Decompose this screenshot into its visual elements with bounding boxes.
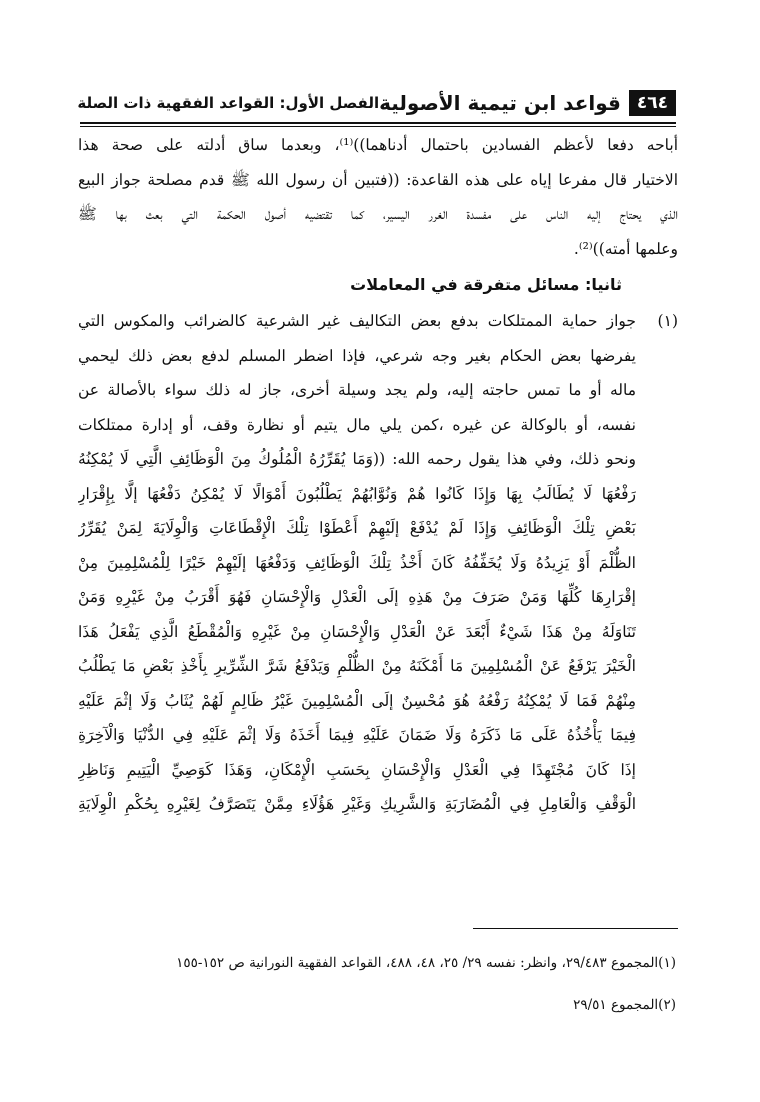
quote-line: رَفْعُهَا لَا يُطَالَبُ بِهَا وَإِذَا كَانُوا هُمْ وَنُوَّابُهُمْ يَطْلُبُونَ أَمْوَالًا لَا يُمْكِنُ دَفْعُهَا إلَّا بِإِقْرَارِ	[78, 484, 636, 503]
intro-paragraph	[78, 128, 678, 266]
text-line: يفرضها بعض الحكام بغير وجه شرعي، فإذا اضطر المسلم لدفع بعض ذلك ليحمي	[78, 346, 636, 365]
numbered-item	[78, 304, 678, 822]
text-line: جواز حماية الممتلكات بدفع بعض التكاليف غير الشرعية كالضرائب والمكوس التي	[78, 312, 636, 330]
quote-line: بَعْضِ تِلْكَ الْوَظَائِفِ وَإِذَا لَمْ يُدْفَعْ إلَيْهِمْ أَعْطَوْا تِلْكَ الْإِقْطَاعَاتِ وَالْوِلَايَةَ لِمَنْ يُقَرِّرُ	[78, 519, 636, 537]
book-title: قواعد ابن تيمية الأصولية	[379, 91, 621, 115]
quote-line: الْوَقْفِ وَالْعَامِلِ فِي الْمُضَارَبَةِ وَالشَّرِيكِ وَغَيْرِ هَؤُلَاءِ مِمَّنْ يَتَصَرَّفُ لِغَيْرِهِ بِحُكْمِ الْوِلَايَةِ	[78, 795, 636, 813]
quote-line: إقْرَارِهَا كُلِّهَا وَمَنْ صَرَفَ مِنْ هَذِهِ إلَى الْعَدْلِ وَالْإِحْسَانِ فَهُوَ أَقْرَبُ مِنْ غَيْرِهِ وَمَنْ	[78, 588, 636, 606]
text-line: الاختيار قال مفرعا إياه على هذه القاعدة: ((فتبين أن رسول الله ﷺ قدم مصلحة جواز البيع	[78, 170, 678, 189]
page-body	[78, 128, 678, 822]
text-line: وعلمها أمته))⁽²⁾.	[573, 239, 678, 258]
footnote: (١)المجموع ٢٩/٤٨٣، وانظر: نفسه ٢٩/ ٢٥، ٤٨، ٤٨٨، القواعد الفقهية النورانية ص ١٥٢-١٥٥	[176, 955, 676, 971]
text-line: الذي يحتاج إليه الناس على مفسدة الغرر اليسير، كما تقتضيه أصول الحكمة التي بعث بها ﷺ	[78, 205, 678, 223]
item-number: (١)	[657, 312, 678, 330]
footnotes	[80, 942, 676, 1026]
text-line: أباحه دفعا لأعظم الفسادين باحتمال أدناهما))⁽¹⁾، وبعدما ساق أدلته على صحة هذا	[78, 136, 678, 154]
header-rule	[80, 122, 676, 124]
chapter-title: الفصل الأول: القواعد الفقهية ذات الصلة	[77, 94, 380, 112]
header-title-group	[379, 90, 676, 116]
quote-line: الْخَيْرَ يَرْفَعُ عَنْ الْمُسْلِمِينَ مَا أَمْكَنَهُ مِنْ الظُّلْمِ وَيَدْفَعُ شَرَّ الشِّرِّيرِ بِأَخْذِ بَعْضِ مَا يَطْلُبُ	[78, 657, 636, 675]
footnote: (٢)المجموع ٢٩/٥١	[573, 997, 676, 1013]
quote-line: فِيمَا يَأْخُذُهُ عَلَى مَا ذَكَرَهُ وَلَا ضَمَانَ عَلَيْهِ فِيمَا أَخَذَهُ وَلَا إثْمَ عَلَيْهِ فِي الدُّنْيَا وَالْآخِرَةِ	[78, 726, 636, 744]
text-line: ونحو ذلك، وفي هذا يقول رحمه الله: ((وَمَا يُقَرِّرُهُ الْمُلُوكُ مِنَ الْوَظَائِفِ الَّتِي لَا يُمْكِنُهُ	[78, 450, 636, 468]
section-heading: ثانيا: مسائل متفرقة في المعاملات	[350, 275, 622, 294]
text-line: نفسه، أو بالوكالة عن غيره ،كمن يلي مال يتيم أو نظارة وقف، أو إدارة ممتلكات	[78, 415, 636, 434]
quote-line: إذَا كَانَ مُجْتَهِدًا فِي الْعَدْلِ وَالْإِحْسَانِ بِحَسَبِ الْإِمْكَانِ، وَهَذَا كَوَصِيِّ الْيَتِيمِ وَنَاظِرِ	[78, 760, 636, 779]
text-line: ماله أو ما تمس حاجته إليه، ولم يجد وسيلة أخرى، جاز له ذلك سواء بالأصالة عن	[78, 381, 636, 399]
header-rule-thin	[80, 126, 676, 127]
page-header	[77, 86, 676, 120]
page-number: ٤٦٤	[629, 90, 676, 116]
quote-line: الظُّلْمَ أَوْ يَزِيدُهُ وَلَا يُخَفِّفُهُ كَانَ أَخْذُ تِلْكَ الْوَظَائِفِ وَدَفْعُهَا إلَيْهِمْ خَيْرًا لِلْمُسْلِمِينَ مِنْ	[78, 553, 636, 572]
quote-line: تَنَاوَلَهُ مِنْ هَذَا شَيْءٌ أَبْعَدَ عَنْ الْعَدْلِ وَالْإِحْسَانِ مِنْ غَيْرِهِ وَالْمُقْطَعُ الَّذِي يَفْعَلُ هَذَا	[78, 622, 636, 641]
footnote-separator	[473, 928, 678, 929]
quote-line: مِنْهُمْ فَمَا لَا يُمْكِنُهُ رَفْعُهُ هُوَ مُحْسِنٌ إلَى الْمُسْلِمِينَ غَيْرُ ظَالِمٍ لَهُمْ يُثَابُ وَلَا إثْمَ عَلَيْهِ	[78, 691, 636, 710]
